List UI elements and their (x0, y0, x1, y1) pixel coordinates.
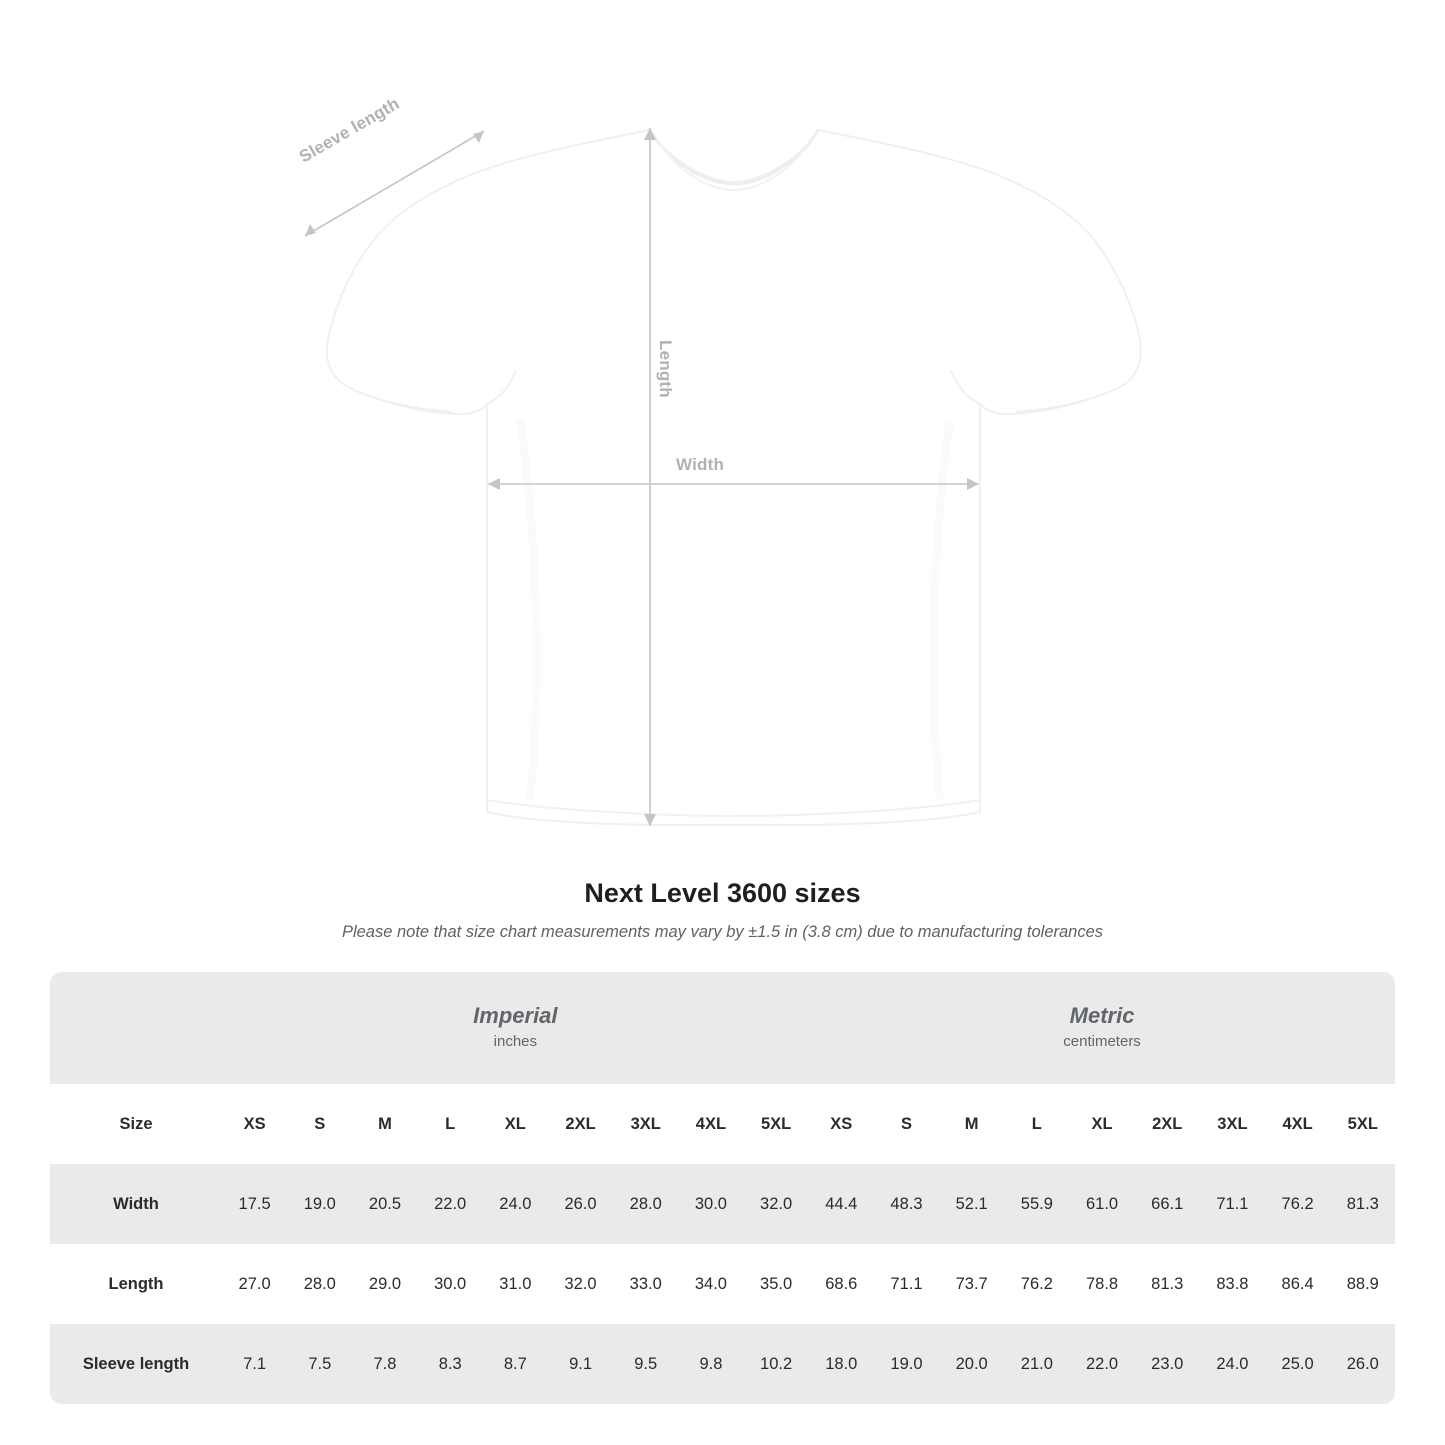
sleeve-value: 18.0 (809, 1324, 874, 1404)
size-cell: L (418, 1084, 483, 1164)
size-cell: 3XL (1200, 1084, 1265, 1164)
system-header-row (50, 972, 1395, 1084)
width-label: Width (676, 455, 725, 474)
sleeve-value: 9.1 (548, 1324, 613, 1404)
width-value: 71.1 (1200, 1164, 1265, 1244)
width-value: 81.3 (1330, 1164, 1395, 1244)
size-cell: 5XL (1330, 1084, 1395, 1164)
sleeve-value: 7.1 (222, 1324, 287, 1404)
size-cell: 4XL (678, 1084, 743, 1164)
sleeve-value: 9.5 (613, 1324, 678, 1404)
width-value: 19.0 (287, 1164, 352, 1244)
length-value: 81.3 (1135, 1244, 1200, 1324)
length-value: 28.0 (287, 1244, 352, 1324)
system-header-spacer (50, 972, 222, 1084)
size-cell: 3XL (613, 1084, 678, 1164)
size-cell: 4XL (1265, 1084, 1330, 1164)
size-cell: S (287, 1084, 352, 1164)
size-cell: 2XL (548, 1084, 613, 1164)
sleeve-value: 23.0 (1135, 1324, 1200, 1404)
length-value: 73.7 (939, 1244, 1004, 1324)
width-value: 44.4 (809, 1164, 874, 1244)
system-header-metric (809, 972, 1395, 1084)
sleeve-value: 25.0 (1265, 1324, 1330, 1404)
width-value: 22.0 (418, 1164, 483, 1244)
table-row-width (50, 1164, 1395, 1244)
tolerance-note: Please note that size chart measurements may vary by ±1.5 in (3.8 cm) due to manufacturing tolerances (341, 923, 1104, 941)
table-row-sizes (50, 1084, 1395, 1164)
length-value: 71.1 (874, 1244, 939, 1324)
length-value: 88.9 (1330, 1244, 1395, 1324)
length-value: 27.0 (222, 1244, 287, 1324)
sleeve-value: 19.0 (874, 1324, 939, 1404)
width-value: 48.3 (874, 1164, 939, 1244)
width-value: 76.2 (1265, 1164, 1330, 1244)
width-value: 28.0 (613, 1164, 678, 1244)
length-value: 78.8 (1069, 1244, 1134, 1324)
sleeve-value: 22.0 (1069, 1324, 1134, 1404)
table-row-sleeve-length (50, 1324, 1395, 1404)
length-value: 83.8 (1200, 1244, 1265, 1324)
width-value: 61.0 (1069, 1164, 1134, 1244)
sleeve-value: 7.8 (352, 1324, 417, 1404)
width-value: 26.0 (548, 1164, 613, 1244)
sleeve-value: 21.0 (1004, 1324, 1069, 1404)
system-unit-metric: centimeters (1063, 1032, 1141, 1050)
size-cell: M (352, 1084, 417, 1164)
system-header-imperial (222, 972, 809, 1084)
width-value: 24.0 (483, 1164, 548, 1244)
length-value: 86.4 (1265, 1244, 1330, 1324)
sleeve-value: 8.3 (418, 1324, 483, 1404)
length-value: 33.0 (613, 1244, 678, 1324)
length-value: 35.0 (744, 1244, 809, 1324)
size-cell: 5XL (744, 1084, 809, 1164)
length-value: 34.0 (678, 1244, 743, 1324)
size-cell: M (939, 1084, 1004, 1164)
system-unit-imperial: inches (493, 1032, 538, 1050)
system-name-metric: Metric (1069, 1003, 1135, 1029)
size-cell: S (874, 1084, 939, 1164)
width-value: 30.0 (678, 1164, 743, 1244)
width-value: 20.5 (352, 1164, 417, 1244)
sleeve-value: 24.0 (1200, 1324, 1265, 1404)
sleeve-length-label: Sleeve length (296, 93, 403, 167)
width-value: 52.1 (939, 1164, 1004, 1244)
size-cell: XL (1069, 1084, 1134, 1164)
sleeve-value: 26.0 (1330, 1324, 1395, 1404)
width-value: 17.5 (222, 1164, 287, 1244)
sleeve-value: 10.2 (744, 1324, 809, 1404)
length-label: Length (656, 340, 675, 398)
width-value: 32.0 (744, 1164, 809, 1244)
table-row-length (50, 1244, 1395, 1324)
sleeve-value: 8.7 (483, 1324, 548, 1404)
size-table (50, 972, 1395, 1404)
size-cell: L (1004, 1084, 1069, 1164)
length-value: 32.0 (548, 1244, 613, 1324)
size-cell: 2XL (1135, 1084, 1200, 1164)
size-table-wrapper (50, 972, 1395, 1404)
length-value: 31.0 (483, 1244, 548, 1324)
row-label-length: Length (50, 1244, 222, 1324)
tshirt-shape (327, 130, 1141, 825)
width-value: 66.1 (1135, 1164, 1200, 1244)
length-value: 68.6 (809, 1244, 874, 1324)
sleeve-value: 7.5 (287, 1324, 352, 1404)
row-label-width: Width (50, 1164, 222, 1244)
title-block (0, 878, 1445, 942)
size-cell: XL (483, 1084, 548, 1164)
row-label-size: Size (50, 1084, 222, 1164)
system-name-imperial: Imperial (473, 1003, 558, 1029)
length-value: 30.0 (418, 1244, 483, 1324)
page-title: Next Level 3600 sizes (584, 878, 861, 908)
width-value: 55.9 (1004, 1164, 1069, 1244)
size-cell: XS (809, 1084, 874, 1164)
row-label-sleeve-length: Sleeve length (50, 1324, 222, 1404)
length-value: 76.2 (1004, 1244, 1069, 1324)
size-cell: XS (222, 1084, 287, 1164)
sleeve-value: 20.0 (939, 1324, 1004, 1404)
length-value: 29.0 (352, 1244, 417, 1324)
sleeve-value: 9.8 (678, 1324, 743, 1404)
